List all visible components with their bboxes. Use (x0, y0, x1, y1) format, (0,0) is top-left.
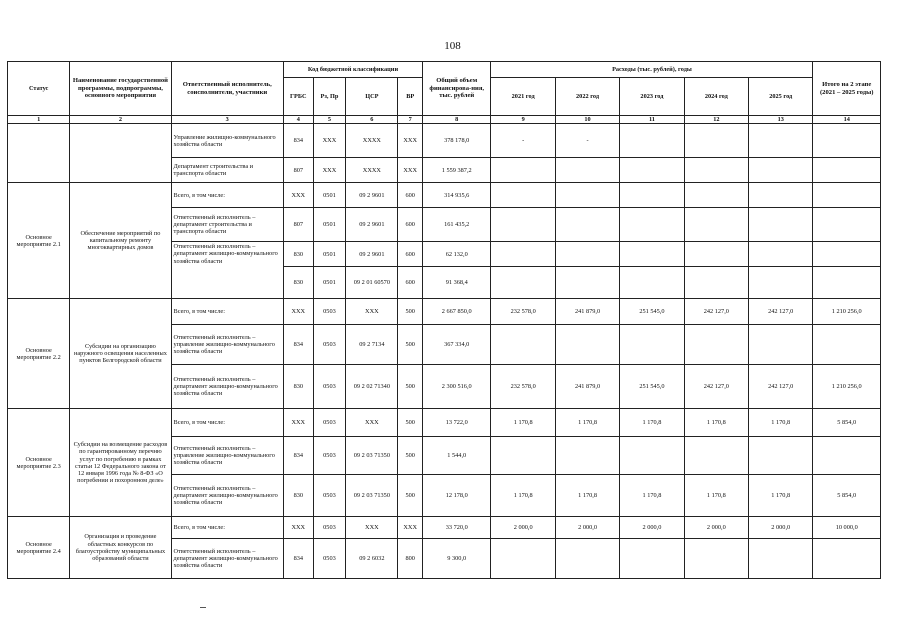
year-2025-cell (749, 242, 813, 267)
status-cell: Основное мероприятие 2.4 (8, 517, 70, 579)
year-2024-cell (684, 124, 748, 158)
header-year-2023: 2023 год (620, 78, 684, 116)
rz-pr-cell: 0503 (313, 409, 346, 437)
header-total-volume: Общий объем финансирова-ния, тыс. рублей (422, 62, 490, 116)
year-2022-cell (555, 267, 619, 299)
year-2025-cell: 2 000,0 (749, 517, 813, 539)
grbs-cell: 834 (283, 437, 313, 475)
vr-cell: XXX (398, 124, 423, 158)
itogo-cell (813, 208, 881, 242)
responsible-cell: Всего, в том числе: (171, 409, 283, 437)
vr-cell: 600 (398, 183, 423, 208)
year-2023-cell: 2 000,0 (620, 517, 684, 539)
grbs-cell: XXX (283, 183, 313, 208)
year-2025-cell: 242 127,0 (749, 365, 813, 409)
grbs-cell: 830 (283, 475, 313, 517)
csr-cell: 09 2 6032 (346, 539, 398, 579)
column-number: 2 (70, 116, 171, 124)
csr-cell: XXXX (346, 124, 398, 158)
year-2025-cell (749, 124, 813, 158)
itogo-cell (813, 158, 881, 183)
header-rz-pr: Рз, Пр (313, 78, 346, 116)
year-2024-cell: 1 170,8 (684, 409, 748, 437)
year-2021-cell (491, 208, 555, 242)
year-2023-cell: 1 170,8 (620, 475, 684, 517)
responsible-cell: Ответственный исполнитель – департамент строительства и транспорта области (171, 208, 283, 242)
rz-pr-cell: 0503 (313, 475, 346, 517)
year-2025-cell (749, 437, 813, 475)
year-2025-cell (749, 183, 813, 208)
year-2022-cell: 1 170,8 (555, 475, 619, 517)
responsible-cell: Всего, в том числе: (171, 183, 283, 208)
responsible-cell: Всего, в том числе: (171, 517, 283, 539)
year-2021-cell (491, 539, 555, 579)
csr-cell: 09 2 7134 (346, 325, 398, 365)
year-2024-cell (684, 242, 748, 267)
year-2025-cell (749, 539, 813, 579)
year-2021-cell (491, 242, 555, 267)
vr-cell: 600 (398, 267, 423, 299)
vr-cell: 600 (398, 242, 423, 267)
rz-pr-cell: 0501 (313, 242, 346, 267)
table-row (8, 517, 881, 539)
csr-cell: 09 2 03 71350 (346, 437, 398, 475)
vr-cell: 500 (398, 409, 423, 437)
total-cell: 161 435,2 (422, 208, 490, 242)
year-2022-cell: 241 879,0 (555, 299, 619, 325)
column-number: 9 (491, 116, 555, 124)
responsible-cell: Ответственный исполнитель – департамент жилищно-коммунального хозяйства области (171, 242, 283, 299)
year-2025-cell: 1 170,8 (749, 475, 813, 517)
year-2022-cell (555, 539, 619, 579)
vr-cell: XXX (398, 517, 423, 539)
year-2023-cell (620, 124, 684, 158)
column-number: 8 (422, 116, 490, 124)
rz-pr-cell: 0503 (313, 365, 346, 409)
year-2021-cell: - (491, 124, 555, 158)
year-2022-cell: - (555, 124, 619, 158)
scan-mark (200, 607, 206, 608)
year-2023-cell: 251 545,0 (620, 365, 684, 409)
rz-pr-cell: 0501 (313, 267, 346, 299)
column-number: 11 (620, 116, 684, 124)
year-2023-cell (620, 158, 684, 183)
csr-cell: 09 2 02 71340 (346, 365, 398, 409)
year-2022-cell: 1 170,8 (555, 409, 619, 437)
year-2024-cell (684, 158, 748, 183)
itogo-cell: 1 210 256,0 (813, 365, 881, 409)
year-2023-cell (620, 242, 684, 267)
year-2024-cell: 242 127,0 (684, 365, 748, 409)
year-2023-cell (620, 267, 684, 299)
year-2023-cell: 1 170,8 (620, 409, 684, 437)
year-2023-cell: 251 545,0 (620, 299, 684, 325)
total-cell: 33 720,0 (422, 517, 490, 539)
grbs-cell: 807 (283, 208, 313, 242)
vr-cell: 500 (398, 325, 423, 365)
header-vr: ВР (398, 78, 423, 116)
header-expenses: Расходы (тыс. рублей), годы (491, 62, 813, 78)
year-2025-cell (749, 325, 813, 365)
year-2021-cell (491, 325, 555, 365)
year-2024-cell (684, 539, 748, 579)
total-cell: 9 300,0 (422, 539, 490, 579)
column-number: 4 (283, 116, 313, 124)
status-cell: Основное мероприятие 2.3 (8, 409, 70, 517)
year-2024-cell (684, 267, 748, 299)
table-row (8, 409, 881, 437)
itogo-cell (813, 437, 881, 475)
year-2022-cell (555, 158, 619, 183)
year-2024-cell: 1 170,8 (684, 475, 748, 517)
activity-name-cell: Организация и проведение областных конкурсов по благоустройству муниципальных образований области (70, 517, 171, 579)
csr-cell: 09 2 9601 (346, 242, 398, 267)
responsible-cell: Ответственный исполнитель – управление жилищно-коммунального хозяйства области (171, 325, 283, 365)
year-2022-cell (555, 325, 619, 365)
vr-cell: 500 (398, 365, 423, 409)
header-year-2021: 2021 год (491, 78, 555, 116)
column-number-row (8, 116, 881, 124)
status-cell: Основное мероприятие 2.2 (8, 299, 70, 409)
total-cell: 378 178,0 (422, 124, 490, 158)
year-2022-cell (555, 183, 619, 208)
vr-cell: 600 (398, 208, 423, 242)
year-2021-cell: 2 000,0 (491, 517, 555, 539)
rz-pr-cell: 0503 (313, 539, 346, 579)
rz-pr-cell: 0501 (313, 183, 346, 208)
header-csr: ЦСР (346, 78, 398, 116)
itogo-cell: 10 000,0 (813, 517, 881, 539)
year-2023-cell (620, 325, 684, 365)
grbs-cell: 834 (283, 124, 313, 158)
year-2025-cell: 1 170,8 (749, 409, 813, 437)
vr-cell: 500 (398, 475, 423, 517)
total-cell: 314 935,6 (422, 183, 490, 208)
year-2024-cell (684, 208, 748, 242)
header-responsible: Ответственный исполнитель, соисполнители, участники (171, 62, 283, 116)
csr-cell: 09 2 9601 (346, 183, 398, 208)
rz-pr-cell: 0503 (313, 325, 346, 365)
year-2025-cell (749, 208, 813, 242)
name-cell-empty (70, 124, 171, 183)
responsible-cell: Ответственный исполнитель – департамент жилищно-коммунального хозяйства области (171, 365, 283, 409)
total-cell: 91 368,4 (422, 267, 490, 299)
csr-cell: XXX (346, 299, 398, 325)
header-year-2024: 2024 год (684, 78, 748, 116)
budget-table (7, 61, 881, 579)
column-number: 5 (313, 116, 346, 124)
year-2021-cell (491, 437, 555, 475)
total-cell: 367 334,0 (422, 325, 490, 365)
itogo-cell: 5 854,0 (813, 409, 881, 437)
itogo-cell (813, 183, 881, 208)
header-budget-code: Код бюджетной классификации (283, 62, 422, 78)
year-2021-cell: 1 170,8 (491, 409, 555, 437)
activity-name-cell: Субсидии на организацию наружного освещения населенных пунктов Белгородской области (70, 299, 171, 409)
table-row (8, 183, 881, 208)
year-2024-cell (684, 437, 748, 475)
total-cell: 12 178,0 (422, 475, 490, 517)
column-number: 7 (398, 116, 423, 124)
grbs-cell: 807 (283, 158, 313, 183)
rz-pr-cell: 0501 (313, 208, 346, 242)
year-2021-cell (491, 267, 555, 299)
responsible-cell: Ответственный исполнитель – департамент жилищно-коммунального хозяйства области (171, 475, 283, 517)
header-status: Статус (8, 62, 70, 116)
responsible-cell: Ответственный исполнитель – департамент жилищно-коммунального хозяйства области (171, 539, 283, 579)
rz-pr-cell: XXX (313, 158, 346, 183)
responsible-cell: Управление жилищно-коммунального хозяйства области (171, 124, 283, 158)
year-2022-cell: 241 879,0 (555, 365, 619, 409)
rz-pr-cell: 0503 (313, 299, 346, 325)
header-name: Наименование государственной программы, подпрограммы, основного мероприятия (70, 62, 171, 116)
year-2025-cell (749, 267, 813, 299)
column-number: 6 (346, 116, 398, 124)
column-number: 3 (171, 116, 283, 124)
grbs-cell: XXX (283, 299, 313, 325)
vr-cell: 500 (398, 299, 423, 325)
responsible-cell: Ответственный исполнитель – управление жилищно-коммунального хозяйства области (171, 437, 283, 475)
grbs-cell: 834 (283, 325, 313, 365)
column-number: 10 (555, 116, 619, 124)
rz-pr-cell: XXX (313, 124, 346, 158)
itogo-cell (813, 325, 881, 365)
table-row (8, 124, 881, 158)
year-2025-cell: 242 127,0 (749, 299, 813, 325)
year-2022-cell (555, 242, 619, 267)
year-2023-cell (620, 437, 684, 475)
itogo-cell (813, 124, 881, 158)
year-2024-cell: 2 000,0 (684, 517, 748, 539)
grbs-cell: XXX (283, 517, 313, 539)
vr-cell: XXX (398, 158, 423, 183)
year-2024-cell (684, 183, 748, 208)
grbs-cell: 834 (283, 539, 313, 579)
year-2022-cell (555, 437, 619, 475)
year-2022-cell: 2 000,0 (555, 517, 619, 539)
table-row (8, 299, 881, 325)
year-2023-cell (620, 539, 684, 579)
csr-cell: 09 2 9601 (346, 208, 398, 242)
rz-pr-cell: 0503 (313, 517, 346, 539)
column-number: 14 (813, 116, 881, 124)
vr-cell: 800 (398, 539, 423, 579)
rz-pr-cell: 0503 (313, 437, 346, 475)
year-2021-cell: 232 578,0 (491, 299, 555, 325)
csr-cell: XXX (346, 409, 398, 437)
year-2021-cell (491, 158, 555, 183)
itogo-cell (813, 242, 881, 267)
year-2023-cell (620, 208, 684, 242)
itogo-cell: 1 210 256,0 (813, 299, 881, 325)
total-cell: 13 722,0 (422, 409, 490, 437)
header-year-2025: 2025 год (749, 78, 813, 116)
header-grbs: ГРБС (283, 78, 313, 116)
year-2024-cell (684, 325, 748, 365)
total-cell: 1 544,0 (422, 437, 490, 475)
column-number: 12 (684, 116, 748, 124)
header-itogo: Итого на 2 этапе (2021 – 2025 годы) (813, 62, 881, 116)
itogo-cell: 5 854,0 (813, 475, 881, 517)
grbs-cell: 830 (283, 365, 313, 409)
year-2021-cell: 1 170,8 (491, 475, 555, 517)
csr-cell: 09 2 03 71350 (346, 475, 398, 517)
year-2024-cell: 242 127,0 (684, 299, 748, 325)
vr-cell: 500 (398, 437, 423, 475)
responsible-cell: Всего, в том числе: (171, 299, 283, 325)
grbs-cell: 830 (283, 267, 313, 299)
year-2022-cell (555, 208, 619, 242)
activity-name-cell: Субсидии на возмещение расходов по гарантированному перечню услуг по погребению в рамках статьи 12 Федерального закона от 12 января 1996 года № 8-ФЗ «О погребении и похоронном деле» (70, 409, 171, 517)
grbs-cell: XXX (283, 409, 313, 437)
year-2021-cell (491, 183, 555, 208)
csr-cell: XXXX (346, 158, 398, 183)
year-2025-cell (749, 158, 813, 183)
total-cell: 1 559 387,2 (422, 158, 490, 183)
status-cell: Основное мероприятие 2.1 (8, 183, 70, 299)
grbs-cell: 830 (283, 242, 313, 267)
csr-cell: XXX (346, 517, 398, 539)
total-cell: 62 132,0 (422, 242, 490, 267)
year-2023-cell (620, 183, 684, 208)
header-year-2022: 2022 год (555, 78, 619, 116)
itogo-cell (813, 267, 881, 299)
responsible-cell: Департамент строительства и транспорта области (171, 158, 283, 183)
itogo-cell (813, 539, 881, 579)
csr-cell: 09 2 01 60570 (346, 267, 398, 299)
column-number: 1 (8, 116, 70, 124)
total-cell: 2 667 850,0 (422, 299, 490, 325)
status-cell-empty (8, 124, 70, 183)
year-2021-cell: 232 578,0 (491, 365, 555, 409)
activity-name-cell: Обеспечение мероприятий по капитальному ремонту многоквартирных домов (70, 183, 171, 299)
page-number: 108 (444, 40, 461, 52)
total-cell: 2 300 516,0 (422, 365, 490, 409)
column-number: 13 (749, 116, 813, 124)
